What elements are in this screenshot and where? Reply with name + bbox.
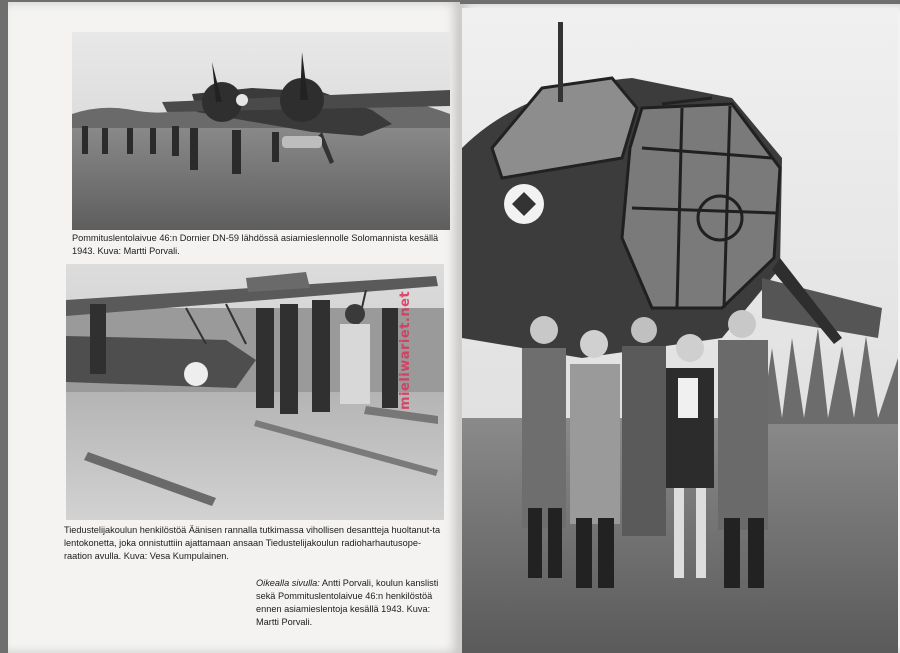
caption-top: Pommituslentolaivue 46:n Dornier DN-59 lähdössä asiamieslennolle Solomannista kesällä 1943. Kuva: Martti Porvali. <box>72 233 439 256</box>
caption-reference-lead: Oikealla sivulla: <box>256 578 320 588</box>
photo-crew-dornier <box>462 8 898 653</box>
watermark: mieliwariet.net <box>398 290 413 410</box>
caption-right-reference <box>256 577 452 629</box>
caption-reference-text: Antti Porvali, koulun kanslisti sekä Pommituslentolaivue 46:n henkilöstöä ennen asiamieslentoja kesällä 1943. Kuva: Martti Porvali. <box>256 578 439 627</box>
photo-seaplane-shore <box>66 264 444 520</box>
caption-middle: Tiedustelijakoulun henkilöstöä Äänisen rannalla tutkimassa vihollisen desantteja huoltanut-ta lentokonetta, joka onnistuttiin ajattamaan ansaan Tiedustelijakoulun radioharhautusope-raation avulla. Kuva: Vesa Kumpulainen. <box>64 525 441 561</box>
photo-dornier-airfield <box>72 32 450 230</box>
